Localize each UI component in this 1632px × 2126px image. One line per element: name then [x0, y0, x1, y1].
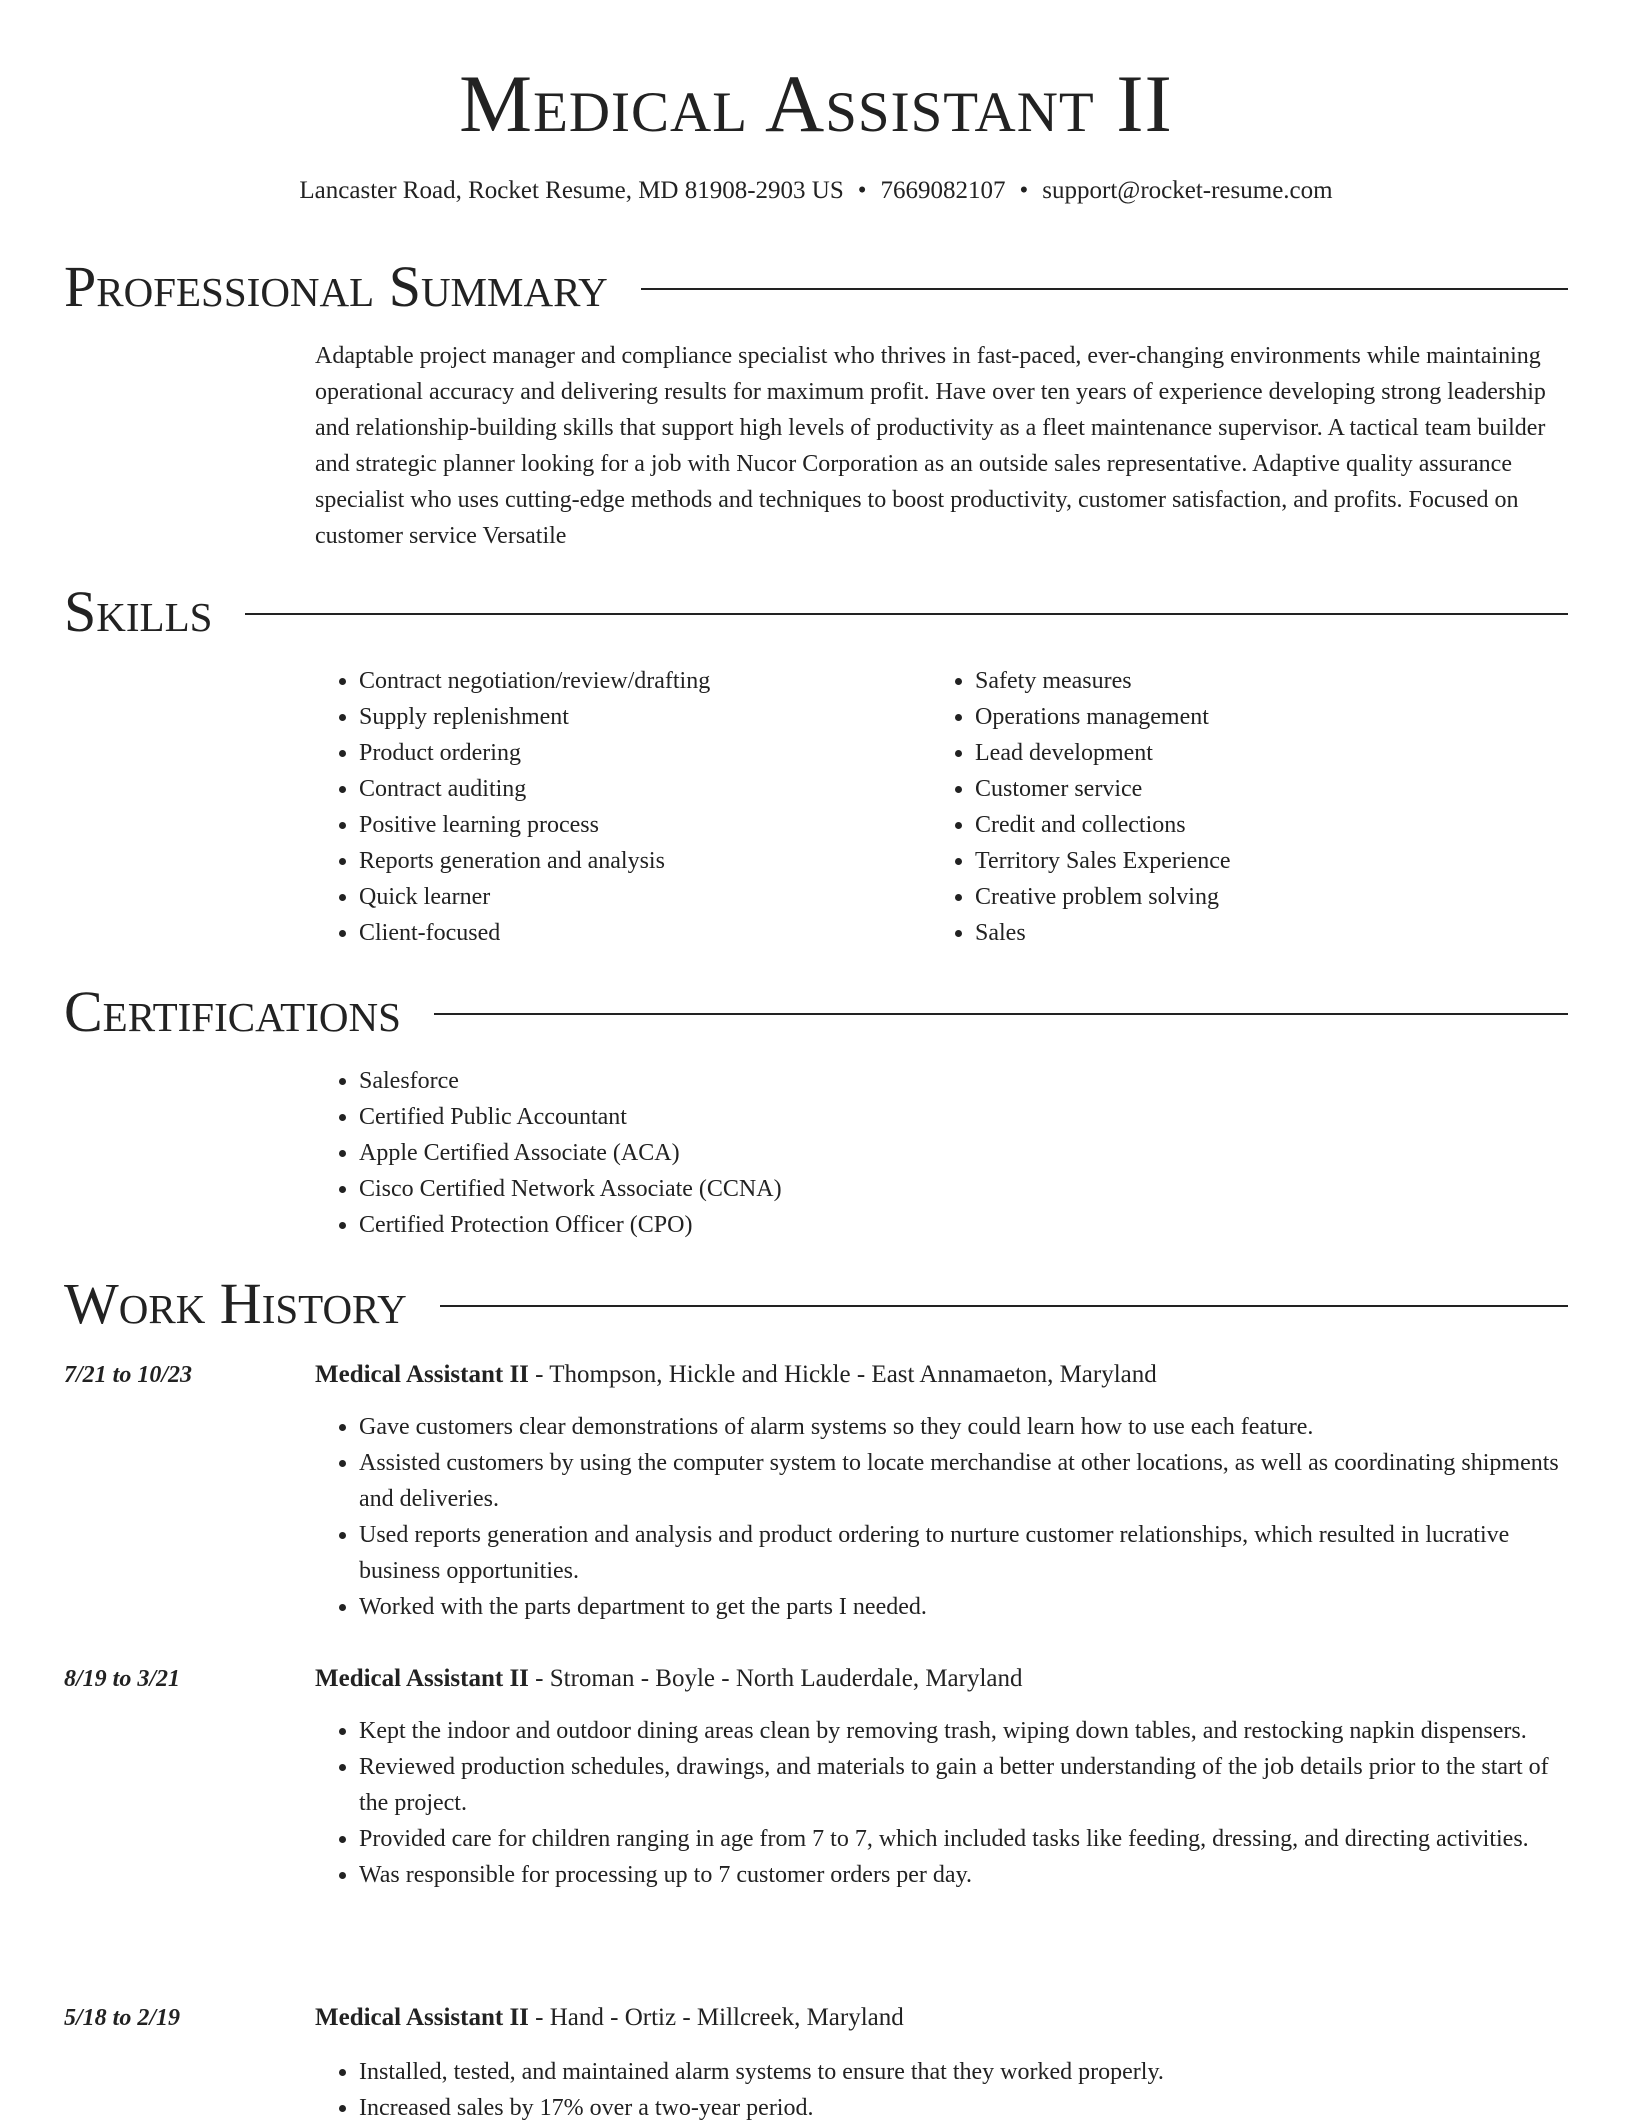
- job-heading: [315, 1661, 1023, 1697]
- job-company: - Stroman - Boyle - North Lauderdale, Maryland: [528, 1665, 1023, 1692]
- skill-item: • Lead development: [975, 735, 1531, 771]
- skills-column-left: [315, 663, 915, 951]
- skill-item: • Sales: [975, 915, 1531, 951]
- contact-email[interactable]: support@rocket-resume.com: [1042, 177, 1333, 204]
- section-title-certifications: Certifications: [64, 979, 401, 1044]
- contact-separator: •: [857, 177, 867, 204]
- skill-item: • Positive learning process: [359, 807, 915, 843]
- certifications-list: [315, 1063, 1315, 1243]
- contact-address: Lancaster Road, Rocket Resume, MD 81908-2903 US: [299, 177, 844, 204]
- skill-item: • Contract negotiation/review/drafting: [359, 663, 915, 699]
- section-divider: [440, 1305, 1568, 1307]
- work-history-section-header: [64, 1269, 1568, 1339]
- section-title-skills: Skills: [64, 579, 213, 644]
- certification-item: • Cisco Certified Network Associate (CCNA): [359, 1171, 1315, 1207]
- job-heading: [315, 1357, 1157, 1393]
- resume-name: Medical Assistant II: [459, 58, 1173, 149]
- section-title-work-history: Work History: [64, 1271, 407, 1336]
- skill-item: • Client-focused: [359, 915, 915, 951]
- job-duty-item: • Increased sales by 17% over a two-year period.: [359, 2090, 1570, 2126]
- job-dates: 5/18 to 2/19: [64, 2005, 181, 2031]
- job-duty-item: • Was responsible for processing up to 7 customer orders per day.: [359, 1857, 1570, 1893]
- contact-phone: 7669082107: [880, 177, 1006, 204]
- skill-item: • Creative problem solving: [975, 879, 1531, 915]
- job-duty-item: • Used reports generation and analysis and product ordering to nurture customer relationships, which resulted in lucrative business opportunities.: [359, 1517, 1570, 1589]
- skills-section-header: [64, 577, 1568, 647]
- job-company: - Thompson, Hickle and Hickle - East Annamaeton, Maryland: [528, 1361, 1157, 1388]
- job-duties: [315, 2054, 1570, 2126]
- job-duty-item: • Reviewed production schedules, drawings, and materials to gain a better understanding of the job details prior to the start of the project.: [359, 1749, 1570, 1821]
- skill-item: • Safety measures: [975, 663, 1531, 699]
- job-duty-item: • Assisted customers by using the computer system to locate merchandise at other locations, as well as coordinating shipments and deliveries.: [359, 1445, 1570, 1517]
- section-divider: [641, 288, 1568, 290]
- contact-line: [0, 173, 1632, 209]
- certification-item: • Certified Public Accountant: [359, 1099, 1315, 1135]
- job-title: Medical Assistant II: [315, 2004, 529, 2031]
- job-duty-item: • Gave customers clear demonstrations of alarm systems so they could learn how to use each feature.: [359, 1409, 1570, 1445]
- job-duties: [315, 1409, 1570, 1625]
- skill-item: • Credit and collections: [975, 807, 1531, 843]
- skill-item: • Quick learner: [359, 879, 915, 915]
- section-divider: [434, 1013, 1568, 1015]
- skill-item: • Territory Sales Experience: [975, 843, 1531, 879]
- certification-item: • Salesforce: [359, 1063, 1315, 1099]
- section-title-summary: Professional Summary: [64, 254, 608, 319]
- skills-column-right: [931, 663, 1531, 951]
- skill-item: • Contract auditing: [359, 771, 915, 807]
- job-title: Medical Assistant II: [315, 1665, 529, 1692]
- certification-item: • Apple Certified Associate (ACA): [359, 1135, 1315, 1171]
- job-dates: 7/21 to 10/23: [64, 1362, 193, 1388]
- skill-item: • Operations management: [975, 699, 1531, 735]
- skill-item: • Customer service: [975, 771, 1531, 807]
- job-title: Medical Assistant II: [315, 1361, 529, 1388]
- skill-item: • Supply replenishment: [359, 699, 915, 735]
- job-duty-item: • Worked with the parts department to get the parts I needed.: [359, 1589, 1570, 1625]
- job-dates: 8/19 to 3/21: [64, 1666, 181, 1692]
- certifications-section-header: [64, 977, 1568, 1047]
- job-duty-item: • Installed, tested, and maintained alarm systems to ensure that they worked properly.: [359, 2054, 1570, 2090]
- job-duty-item: • Kept the indoor and outdoor dining areas clean by removing trash, wiping down tables, and restocking napkin dispensers.: [359, 1713, 1570, 1749]
- job-duty-item: • Provided care for children ranging in age from 7 to 7, which included tasks like feeding, dressing, and directing activities.: [359, 1821, 1570, 1857]
- skill-item: • Reports generation and analysis: [359, 843, 915, 879]
- job-company: - Hand - Ortiz - Millcreek, Maryland: [528, 2004, 904, 2031]
- contact-separator: •: [1019, 177, 1029, 204]
- summary-text: Adaptable project manager and compliance specialist who thrives in fast-paced, ever-changing environments while maintaining operational accuracy and delivering results for maximum profit. Have over ten years of experience developing strong leadership and relationship-building skills that support high levels of productivity as a fleet maintenance supervisor. A tactical team builder and strategic planner looking for a job with Nucor Corporation as an outside sales representative. Adaptive quality assurance specialist who uses cutting-edge methods and techniques to boost productivity, customer satisfaction, and profits. Focused on customer service Versatile: [315, 343, 1546, 549]
- job-heading: [315, 2000, 904, 2036]
- certification-item: • Certified Protection Officer (CPO): [359, 1207, 1315, 1243]
- summary-section-header: [64, 252, 1568, 322]
- section-divider: [245, 613, 1568, 615]
- skill-item: • Product ordering: [359, 735, 915, 771]
- job-duties: [315, 1713, 1570, 1893]
